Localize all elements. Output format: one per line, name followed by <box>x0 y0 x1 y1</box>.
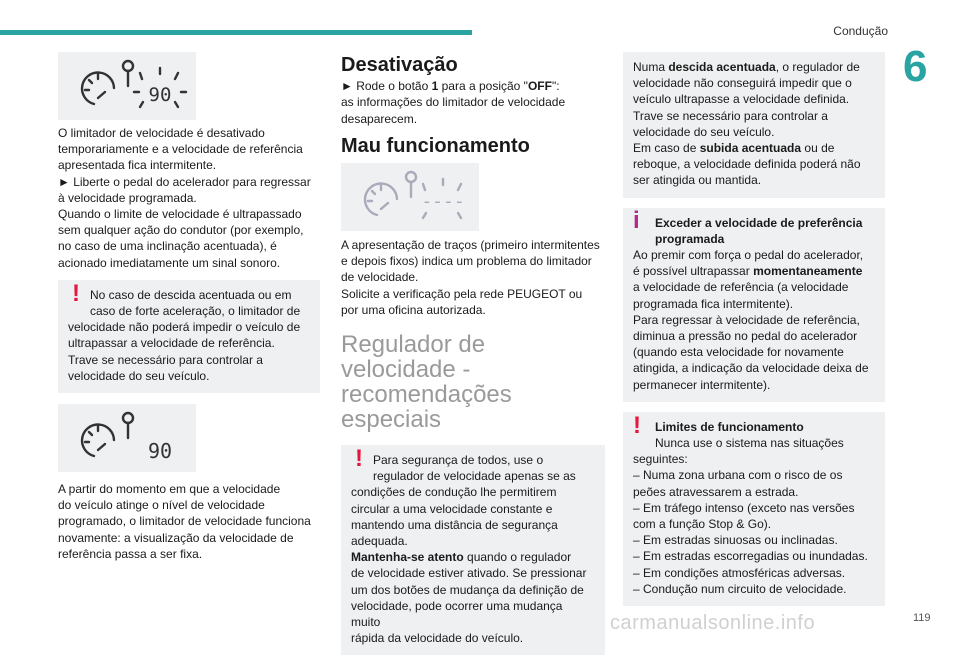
speedometer-blinking-icon <box>58 52 196 120</box>
speed-limiter-blinking-illustration <box>58 52 196 120</box>
info-icon: i <box>633 206 640 234</box>
top-accent-bar <box>0 30 472 35</box>
paragraph-resume: A partir do momento em que a velocidade do veículo atinge o nível de velocidade programado, o limitador de velocidade funciona novamente: a visualização da velocidade de referência passa a ser fixa. <box>58 482 311 561</box>
info-note-exceed-speed: i Exceder a velocidade de preferência programada Ao premir com força o pedal do acelerador, é possível ultrapassar momentaneamente a velocidade de referência (a velocidade programada fica intermitente). Para regressar à velocidade de referência, diminua a pressão no pedal do acelerador (quando esta velocidade for novamente atingida, a indicação da velocidade deixa de permanecer intermitente). <box>623 208 885 402</box>
warning-note-steep-descent: ! No caso de descida acentuada ou em caso de forte aceleração, o limitador de velocidade não poderá impedir o veículo de ultrapassar a velocidade de referência. Trave se necessário para controlar a velocidade do seu veículo. <box>58 280 320 393</box>
column-3 <box>623 52 885 606</box>
paragraph-malfunction: A apresentação de traços (primeiro intermitentes e depois fixos) indica um problema do limitador de velocidade. Solicite a verificação pela rede PEUGEOT ou por uma oficina autorizada. <box>341 238 600 317</box>
warning-note-operating-limits: ! Limites de funcionamento Nunca use o sistema nas situações seguintes: – Numa zona urbana com o risco de os peões atravessarem a estrada. – Em tráfego intenso (exceto nas versões com a função Stop & Go). – Em estradas sinuosas ou inclinadas. – Em estradas escorregadias ou inundadas. – Em condições atmosféricas adversas. – Condução num circuito de velocidade. <box>623 412 885 606</box>
fault-dashes: ---- <box>421 191 465 213</box>
speed-limiter-fixed-illustration <box>58 404 196 472</box>
speedometer-dashes-icon <box>341 163 479 231</box>
reference-speed-value: 90 <box>148 84 172 106</box>
column-1 <box>58 52 320 562</box>
speedometer-fixed-icon <box>58 404 196 472</box>
paragraph-deactivation: ► Rode o botão 1 para a posição "OFF": as informações do limitador de velocidade desaparecem. <box>341 79 566 126</box>
paragraph-deactivation-temp: O limitador de velocidade é desativado temporariamente e a velocidade de referência apresentada fica intermitente. ► Liberte o pedal do acelerador para regressar à velocidade programada. Quando o limite de velocidade é ultrapassado sem qualquer ação do condutor (por exemplo, no caso de uma inclinação acentuada), é acionado imediatamente um sinal sonoro. <box>58 126 311 270</box>
speed-limiter-fault-illustration <box>341 163 479 231</box>
fixed-speed-value: 90 <box>147 439 173 464</box>
warning-exclamation-icon: ! <box>355 445 363 473</box>
section-title: Condução <box>833 24 888 38</box>
warning-note-safety: ! Para segurança de todos, use o regulador de velocidade apenas se as condições de condução lhe permitirem circular a uma velocidade constante e mantendo uma distância de segurança adequada. Mantenha-se atento quando o regulador de velocidade estiver ativado. Se pressionar um dos botões de mudança da definição de velocidade, pode ocorrer uma mudança muito rápida da velocidade do veículo. <box>341 445 605 655</box>
chapter-number: 6 <box>903 42 928 91</box>
heading-deactivation: Desativação <box>341 54 458 76</box>
page-number: 119 <box>913 612 931 624</box>
column-2 <box>341 54 605 655</box>
heading-cruise-control-recommendations: Regulador de velocidade - recomendações especiais <box>341 331 512 434</box>
note-steep-slopes: Numa descida acentuada, o regulador de velocidade não conseguirá impedir que o veículo ultrapasse a velocidade definida. Trave se necessário para controlar a velocidade do seu veículo. Em caso de subida acentuada ou de reboque, a velocidade definida poderá não ser atingida ou mantida. <box>623 52 885 198</box>
warning-exclamation-icon: ! <box>72 279 80 307</box>
warning-exclamation-icon: ! <box>633 411 641 439</box>
watermark: carmanualsonline.info <box>610 612 816 634</box>
heading-malfunction: Mau funcionamento <box>341 134 530 157</box>
